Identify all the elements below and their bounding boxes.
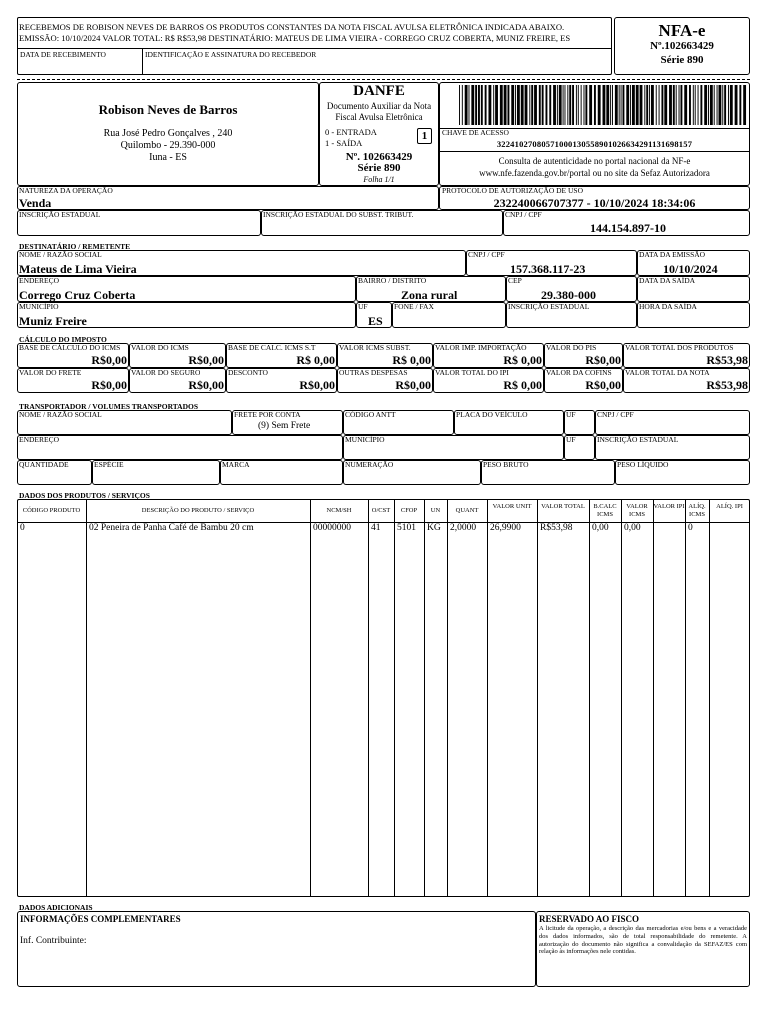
dest-uf-label: UF bbox=[358, 302, 368, 311]
barcode-bar bbox=[659, 85, 660, 125]
imposto-row2-value-2: R$0,00 bbox=[299, 378, 335, 392]
protocolo-value: 232240066707377 - 10/10/2024 18:34:06 bbox=[493, 196, 696, 210]
produtos-header-5: UN bbox=[430, 507, 441, 514]
dest-endereco-label: ENDEREÇO bbox=[19, 276, 59, 285]
imposto-row1-label-3: VALOR ICMS SUBST. bbox=[339, 344, 411, 352]
produtos-header-4: CFOP bbox=[400, 507, 418, 514]
imposto-row2-label-0: VALOR DO FRETE bbox=[19, 369, 82, 377]
produtos-header-3: O/CST bbox=[371, 507, 391, 514]
produtos-col-divider-5 bbox=[424, 499, 425, 897]
produtos-table bbox=[17, 499, 750, 897]
danfe-saida: 1 - SAÍDA bbox=[325, 138, 363, 148]
danfe-title: DANFE bbox=[353, 83, 405, 99]
emitente-address3: Iuna - ES bbox=[149, 152, 187, 163]
produtos-row-0-cell-1: 02 Peneira de Panha Café de Bambu 20 cm bbox=[89, 523, 254, 533]
barcode-bar bbox=[539, 85, 541, 125]
produtos-row-0-cell-12: 0 bbox=[688, 523, 693, 533]
transp-quantidade-label: QUANTIDADE bbox=[19, 460, 69, 469]
produtos-col-divider-10 bbox=[621, 499, 622, 897]
produtos-header-7: VALOR UNIT bbox=[492, 503, 532, 510]
reservado-fisco-title: RESERVADO AO FISCO bbox=[539, 914, 640, 924]
dest-emissao-value: 10/10/2024 bbox=[663, 262, 718, 276]
transp-peso-bruto-label: PESO BRUTO bbox=[483, 460, 529, 469]
barcode-bar bbox=[710, 85, 713, 125]
barcode-bar bbox=[507, 85, 509, 125]
imposto-row2-value-5: R$0,00 bbox=[585, 378, 621, 392]
imposto-row1-value-6: R$53,98 bbox=[706, 353, 748, 367]
produtos-section: DADOS DOS PRODUTOS / SERVIÇOS bbox=[19, 491, 150, 500]
canhoto-text-2: EMISSÃO: 10/10/2024 VALOR TOTAL: R$ R$53,98 DESTINATÁRIO: MATEUS DE LIMA VIEIRA - CORREGO CRUZ COBERTA, MUNIZ FREIRE, ES bbox=[19, 33, 571, 43]
barcode-bar bbox=[673, 85, 675, 125]
transp-municipio-label: MUNICÍPIO bbox=[345, 435, 385, 444]
transp-endereco-label: ENDEREÇO bbox=[19, 435, 59, 444]
barcode-bar bbox=[557, 85, 558, 125]
barcode-bar bbox=[598, 85, 601, 125]
danfe-subtitle1: Documento Auxiliar da Nota bbox=[326, 101, 432, 111]
barcode-bar bbox=[661, 85, 663, 125]
barcode-bar bbox=[465, 85, 468, 125]
produtos-col-divider-6 bbox=[447, 499, 448, 897]
produtos-col-divider-11 bbox=[653, 499, 654, 897]
barcode-bar bbox=[615, 85, 618, 125]
canhoto-text-1: RECEBEMOS DE ROBISON NEVES DE BARROS OS PRODUTOS CONSTANTES DA NOTA FISCAL AVULSA ELETRÔNICA INDICADA ABAIXO. bbox=[19, 22, 565, 32]
barcode-bar bbox=[679, 85, 680, 125]
dest-cep-label: CEP bbox=[508, 276, 522, 285]
produtos-header-8: VALOR TOTAL bbox=[541, 503, 585, 510]
barcode-bar bbox=[684, 85, 687, 125]
imposto-row1-label-1: VALOR DO ICMS bbox=[131, 344, 189, 352]
imposto-row2-label-2: DESCONTO bbox=[228, 369, 268, 377]
barcode-bar bbox=[649, 85, 650, 125]
barcode-bar bbox=[485, 85, 487, 125]
barcode-bar bbox=[521, 85, 524, 125]
protocolo-label: PROTOCOLO DE AUTORIZAÇÃO DE USO bbox=[442, 186, 583, 195]
barcode-bar bbox=[525, 85, 528, 125]
dest-municipio-label: MUNICÍPIO bbox=[19, 302, 59, 311]
barcode-bar bbox=[640, 85, 643, 125]
destinatario-section: DESTINATÁRIO / REMETENTE bbox=[19, 242, 131, 251]
produtos-header-10: VALOR ICMS bbox=[626, 503, 648, 518]
barcode-bar bbox=[517, 85, 520, 125]
produtos-col-divider-8 bbox=[537, 499, 538, 897]
natureza-label: NATUREZA DA OPERAÇÃO bbox=[19, 186, 113, 195]
barcode-bar bbox=[676, 85, 677, 125]
produtos-row-0-cell-10: 0,00 bbox=[624, 523, 641, 533]
dest-ie-label: INSCRIÇÃO ESTADUAL bbox=[508, 302, 590, 311]
barcode-bar bbox=[493, 85, 494, 125]
barcode-bar bbox=[478, 85, 480, 125]
imposto-row2-value-0: R$0,00 bbox=[91, 378, 127, 392]
produtos-col-divider-4 bbox=[394, 499, 395, 897]
emitente-address1: Rua José Pedro Gonçalves , 240 bbox=[103, 128, 233, 139]
barcode-bar bbox=[689, 85, 691, 125]
barcode-bar bbox=[656, 85, 657, 125]
danfe-tipo: 1 bbox=[417, 128, 432, 144]
imposto-row2-label-1: VALOR DO SEGURO bbox=[131, 369, 201, 377]
produtos-col-divider-7 bbox=[487, 499, 488, 897]
barcode-bar bbox=[730, 85, 733, 125]
barcode-image bbox=[459, 85, 747, 125]
cnpj-emit-value: 144.154.897-10 bbox=[590, 221, 666, 235]
canhoto-vdivider bbox=[142, 48, 143, 75]
dest-bairro-label: BAIRRO / DISTRITO bbox=[358, 276, 427, 285]
barcode-bar bbox=[531, 85, 533, 125]
produtos-row-0-cell-3: 41 bbox=[371, 523, 381, 533]
imposto-row2-label-6: VALOR TOTAL DA NOTA bbox=[625, 369, 710, 377]
imposto-row1-value-3: R$ 0,00 bbox=[392, 353, 431, 367]
barcode-bar bbox=[578, 85, 579, 125]
barcode-bar bbox=[549, 85, 551, 125]
produtos-col-divider-3 bbox=[368, 499, 369, 897]
imposto-row2-label-3: OUTRAS DESPESAS bbox=[339, 369, 408, 377]
transportador-section: TRANSPORTADOR / VOLUMES TRANSPORTADOS bbox=[19, 402, 199, 411]
imposto-row1-label-0: BASE DE CÁLCULO DO ICMS bbox=[19, 344, 121, 352]
barcode-bar bbox=[529, 85, 530, 125]
barcode-bar bbox=[622, 85, 624, 125]
barcode-bar bbox=[500, 85, 503, 125]
transp-numeracao-label: NUMERAÇÃO bbox=[345, 460, 394, 469]
imposto-row1-value-1: R$0,00 bbox=[188, 353, 224, 367]
produtos-row-0-cell-5: KG bbox=[427, 523, 441, 533]
emitente-address2: Quilombo - 29.390-000 bbox=[120, 140, 216, 151]
barcode-bar bbox=[459, 85, 460, 125]
barcode-bar bbox=[646, 85, 648, 125]
transp-cnpj-label: CNPJ / CPF bbox=[597, 410, 634, 419]
barcode-bar bbox=[610, 85, 611, 125]
imposto-row1-value-2: R$ 0,00 bbox=[296, 353, 335, 367]
barcode-bar bbox=[724, 85, 726, 125]
imposto-row2-label-5: VALOR DA COFINS bbox=[546, 369, 612, 377]
info-complementar-text: Inf. Contribuinte: bbox=[20, 936, 87, 946]
nfa-title: NFA-e bbox=[658, 21, 706, 40]
transp-ie-label: INSCRIÇÃO ESTADUAL bbox=[597, 435, 679, 444]
barcode-bar bbox=[612, 85, 613, 125]
produtos-col-divider-2 bbox=[310, 499, 311, 897]
imposto-row2-label-4: VALOR TOTAL DO IPI bbox=[435, 369, 509, 377]
dest-fone-label: FONE / FAX bbox=[394, 302, 434, 311]
reservado-fisco-text: A licitude da operação, a descrição das mercadorias e/ou bens e a veracidade dos dados informados, são de total responsabilidade do remetente. A autorização do documento não significa a convalidação da SEFAZ/ES com relação às informações nele contidas. bbox=[539, 925, 747, 956]
barcode-bar bbox=[515, 85, 516, 125]
transp-antt-label: CÓDIGO ANTT bbox=[345, 410, 396, 419]
imposto-row2-value-3: R$0,00 bbox=[395, 378, 431, 392]
imposto-row2-value-1: R$0,00 bbox=[188, 378, 224, 392]
barcode-bar bbox=[572, 85, 574, 125]
barcode-bar bbox=[488, 85, 491, 125]
dest-uf-value: ES bbox=[368, 314, 383, 328]
produtos-row-0-cell-7: 26,9900 bbox=[490, 523, 521, 533]
chave-value: 32241027080571000130558901026634291131698157 bbox=[496, 139, 693, 149]
danfe-subtitle2: Fiscal Avulsa Eletrônica bbox=[335, 112, 423, 122]
produtos-header-9: B.CALC ICMS bbox=[593, 503, 617, 518]
barcode-bar bbox=[632, 85, 635, 125]
barcode-bar bbox=[698, 85, 699, 125]
natureza-value: Venda bbox=[19, 196, 52, 210]
produtos-col-divider-12 bbox=[685, 499, 686, 897]
produtos-header-1: DESCRIÇÃO DO PRODUTO / SERVIÇO bbox=[141, 507, 255, 514]
emitente-name: Robison Neves de Barros bbox=[98, 102, 238, 117]
imposto-row1-label-6: VALOR TOTAL DOS PRODUTOS bbox=[625, 344, 734, 352]
barcode-bar bbox=[481, 85, 483, 125]
barcode-bar bbox=[585, 85, 587, 125]
barcode-bar bbox=[567, 85, 568, 125]
barcode-bar bbox=[644, 85, 645, 125]
barcode-bar bbox=[669, 85, 672, 125]
barcode-bar bbox=[714, 85, 715, 125]
barcode-bar bbox=[475, 85, 477, 125]
ie-subst-label: INSCRIÇÃO ESTADUAL DO SUBST. TRIBUT. bbox=[263, 210, 414, 219]
dest-nome-value: Mateus de Lima Vieira bbox=[19, 262, 137, 276]
produtos-row-0-cell-6: 2,0000 bbox=[450, 523, 477, 533]
chave-divider bbox=[439, 151, 750, 152]
transp-nome-label: NOME / RAZÃO SOCIAL bbox=[19, 410, 102, 419]
produtos-row-0-cell-4: 5101 bbox=[397, 523, 416, 533]
barcode-bar bbox=[743, 85, 746, 125]
danfe-entrada: 0 - ENTRADA bbox=[325, 127, 377, 137]
transp-uf-label: UF bbox=[566, 410, 576, 419]
dest-municipio-value: Muniz Freire bbox=[19, 314, 87, 328]
dest-bairro-value: Zona rural bbox=[401, 288, 458, 302]
barcode-bar bbox=[722, 85, 723, 125]
barcode-bar bbox=[621, 85, 622, 125]
dest-endereco-value: Corrego Cruz Coberta bbox=[19, 288, 136, 302]
barcode-bar bbox=[563, 85, 564, 125]
barcode-bar bbox=[546, 85, 548, 125]
barcode-bar bbox=[728, 85, 729, 125]
imposto-section: CÁLCULO DO IMPOSTO bbox=[19, 335, 107, 344]
produtos-col-divider-13 bbox=[709, 499, 710, 897]
barcode-bar bbox=[603, 85, 606, 125]
barcode-bar bbox=[559, 85, 562, 125]
nfa-serie: Série 890 bbox=[660, 54, 704, 66]
dest-hora-label: HORA DA SAÍDA bbox=[639, 302, 697, 311]
produtos-header-6: QUANT bbox=[455, 507, 479, 514]
danfe-folha: Folha 1/1 bbox=[363, 175, 395, 184]
identificacao-label: IDENTIFICAÇÃO E ASSINATURA DO RECEBEDOR bbox=[145, 50, 317, 59]
barcode-bar bbox=[581, 85, 582, 125]
produtos-header-0: CÓDIGO PRODUTO bbox=[22, 507, 81, 514]
imposto-row1-value-4: R$ 0,00 bbox=[503, 353, 542, 367]
barcode-bar bbox=[626, 85, 629, 125]
transp-endereco-box bbox=[17, 435, 343, 460]
barcode-bar bbox=[542, 85, 544, 125]
imposto-row2-value-4: R$ 0,00 bbox=[503, 378, 542, 392]
dest-cep-value: 29.380-000 bbox=[541, 288, 596, 302]
produtos-header-13: ALÍQ. IPI bbox=[716, 503, 743, 510]
barcode-bar bbox=[630, 85, 631, 125]
chave-label: CHAVE DE ACESSO bbox=[442, 128, 509, 137]
barcode-bar bbox=[471, 85, 474, 125]
ie-label: INSCRIÇÃO ESTADUAL bbox=[19, 210, 101, 219]
barcode-bar bbox=[534, 85, 537, 125]
barcode-bar bbox=[717, 85, 718, 125]
barcode-bar bbox=[735, 85, 738, 125]
barcode-bar bbox=[553, 85, 556, 125]
imposto-row1-label-4: VALOR IMP. IMPORTAÇÃO bbox=[435, 344, 527, 352]
danfe-numero: Nº. 102663429 bbox=[345, 151, 413, 163]
transp-uf2-label: UF bbox=[566, 435, 576, 444]
info-complementar-title: INFORMAÇÕES COMPLEMENTARES bbox=[20, 914, 181, 924]
dest-cnpj-value: 157.368.117-23 bbox=[510, 262, 586, 276]
produtos-row-0-cell-8: R$53,98 bbox=[540, 523, 573, 533]
barcode-bar bbox=[704, 85, 707, 125]
barcode-bar bbox=[589, 85, 592, 125]
barcode-bar bbox=[469, 85, 470, 125]
produtos-row-0-cell-2: 00000000 bbox=[313, 523, 351, 533]
barcode-bar bbox=[462, 85, 463, 125]
dest-cnpj-label: CNPJ / CPF bbox=[468, 250, 505, 259]
barcode-bar bbox=[739, 85, 741, 125]
barcode-bar bbox=[594, 85, 596, 125]
dest-emissao-label: DATA DA EMISSÃO bbox=[639, 250, 706, 259]
adicionais-section: DADOS ADICIONAIS bbox=[19, 903, 93, 912]
barcode-bar bbox=[495, 85, 498, 125]
barcode-bar bbox=[636, 85, 639, 125]
imposto-row1-value-0: R$0,00 bbox=[91, 353, 127, 367]
dest-saida-label: DATA DA SAÍDA bbox=[639, 276, 696, 285]
produtos-col-divider-1 bbox=[86, 499, 87, 897]
produtos-header-2: NCM/SH bbox=[326, 507, 352, 514]
danfe-serie: Série 890 bbox=[357, 162, 401, 174]
barcode-bar bbox=[576, 85, 577, 125]
barcode-bar bbox=[664, 85, 667, 125]
barcode-bar bbox=[718, 85, 721, 125]
barcode-bar bbox=[695, 85, 696, 125]
barcode-bar bbox=[584, 85, 585, 125]
barcode-bar bbox=[651, 85, 654, 125]
dest-nome-label: NOME / RAZÃO SOCIAL bbox=[19, 250, 102, 259]
produtos-header-11: VALOR IPI bbox=[653, 503, 685, 510]
consulta-line1: Consulta de autenticidade no portal nacional da NF-e bbox=[498, 156, 691, 166]
transp-frete-value: (9) Sem Frete bbox=[258, 421, 311, 431]
transp-especie-label: ESPÉCIE bbox=[94, 460, 124, 469]
produtos-row-0-cell-0: 0 bbox=[20, 523, 25, 533]
imposto-row2-value-6: R$53,98 bbox=[706, 378, 748, 392]
nfa-number: Nº.102663429 bbox=[650, 40, 714, 52]
barcode-bar bbox=[569, 85, 571, 125]
imposto-row1-label-2: BASE DE CALC. ICMS S.T bbox=[228, 344, 316, 352]
cnpj-emit-label: CNPJ / CPF bbox=[505, 210, 542, 219]
produtos-col-divider-9 bbox=[589, 499, 590, 897]
barcode-bar bbox=[693, 85, 694, 125]
barcode-bar bbox=[565, 85, 566, 125]
barcode-bar bbox=[606, 85, 609, 125]
cut-line bbox=[17, 79, 750, 80]
imposto-row1-label-5: VALOR DO PIS bbox=[546, 344, 597, 352]
transp-frete-label: FRETE POR CONTA bbox=[234, 410, 301, 419]
produtos-row-0-cell-9: 0,00 bbox=[592, 523, 609, 533]
barcode-bar bbox=[511, 85, 514, 125]
barcode-bar bbox=[619, 85, 620, 125]
barcode-bar bbox=[504, 85, 507, 125]
imposto-row1-value-5: R$0,00 bbox=[585, 353, 621, 367]
transp-marca-label: MARCA bbox=[222, 460, 250, 469]
barcode-bar bbox=[680, 85, 682, 125]
consulta-line2: www.nfe.fazenda.gov.br/portal ou no site da Sefaz Autorizadora bbox=[479, 168, 710, 178]
transp-peso-liquido-label: PESO LÍQUIDO bbox=[617, 460, 669, 469]
barcode-bar bbox=[700, 85, 702, 125]
transp-placa-label: PLACA DO VEÍCULO bbox=[456, 410, 528, 419]
barcode-bar bbox=[708, 85, 709, 125]
canhoto-divider bbox=[17, 48, 612, 49]
produtos-header-12: ALÍQ. ICMS bbox=[688, 503, 706, 518]
data-recebimento-label: DATA DE RECEBIMENTO bbox=[20, 50, 106, 59]
